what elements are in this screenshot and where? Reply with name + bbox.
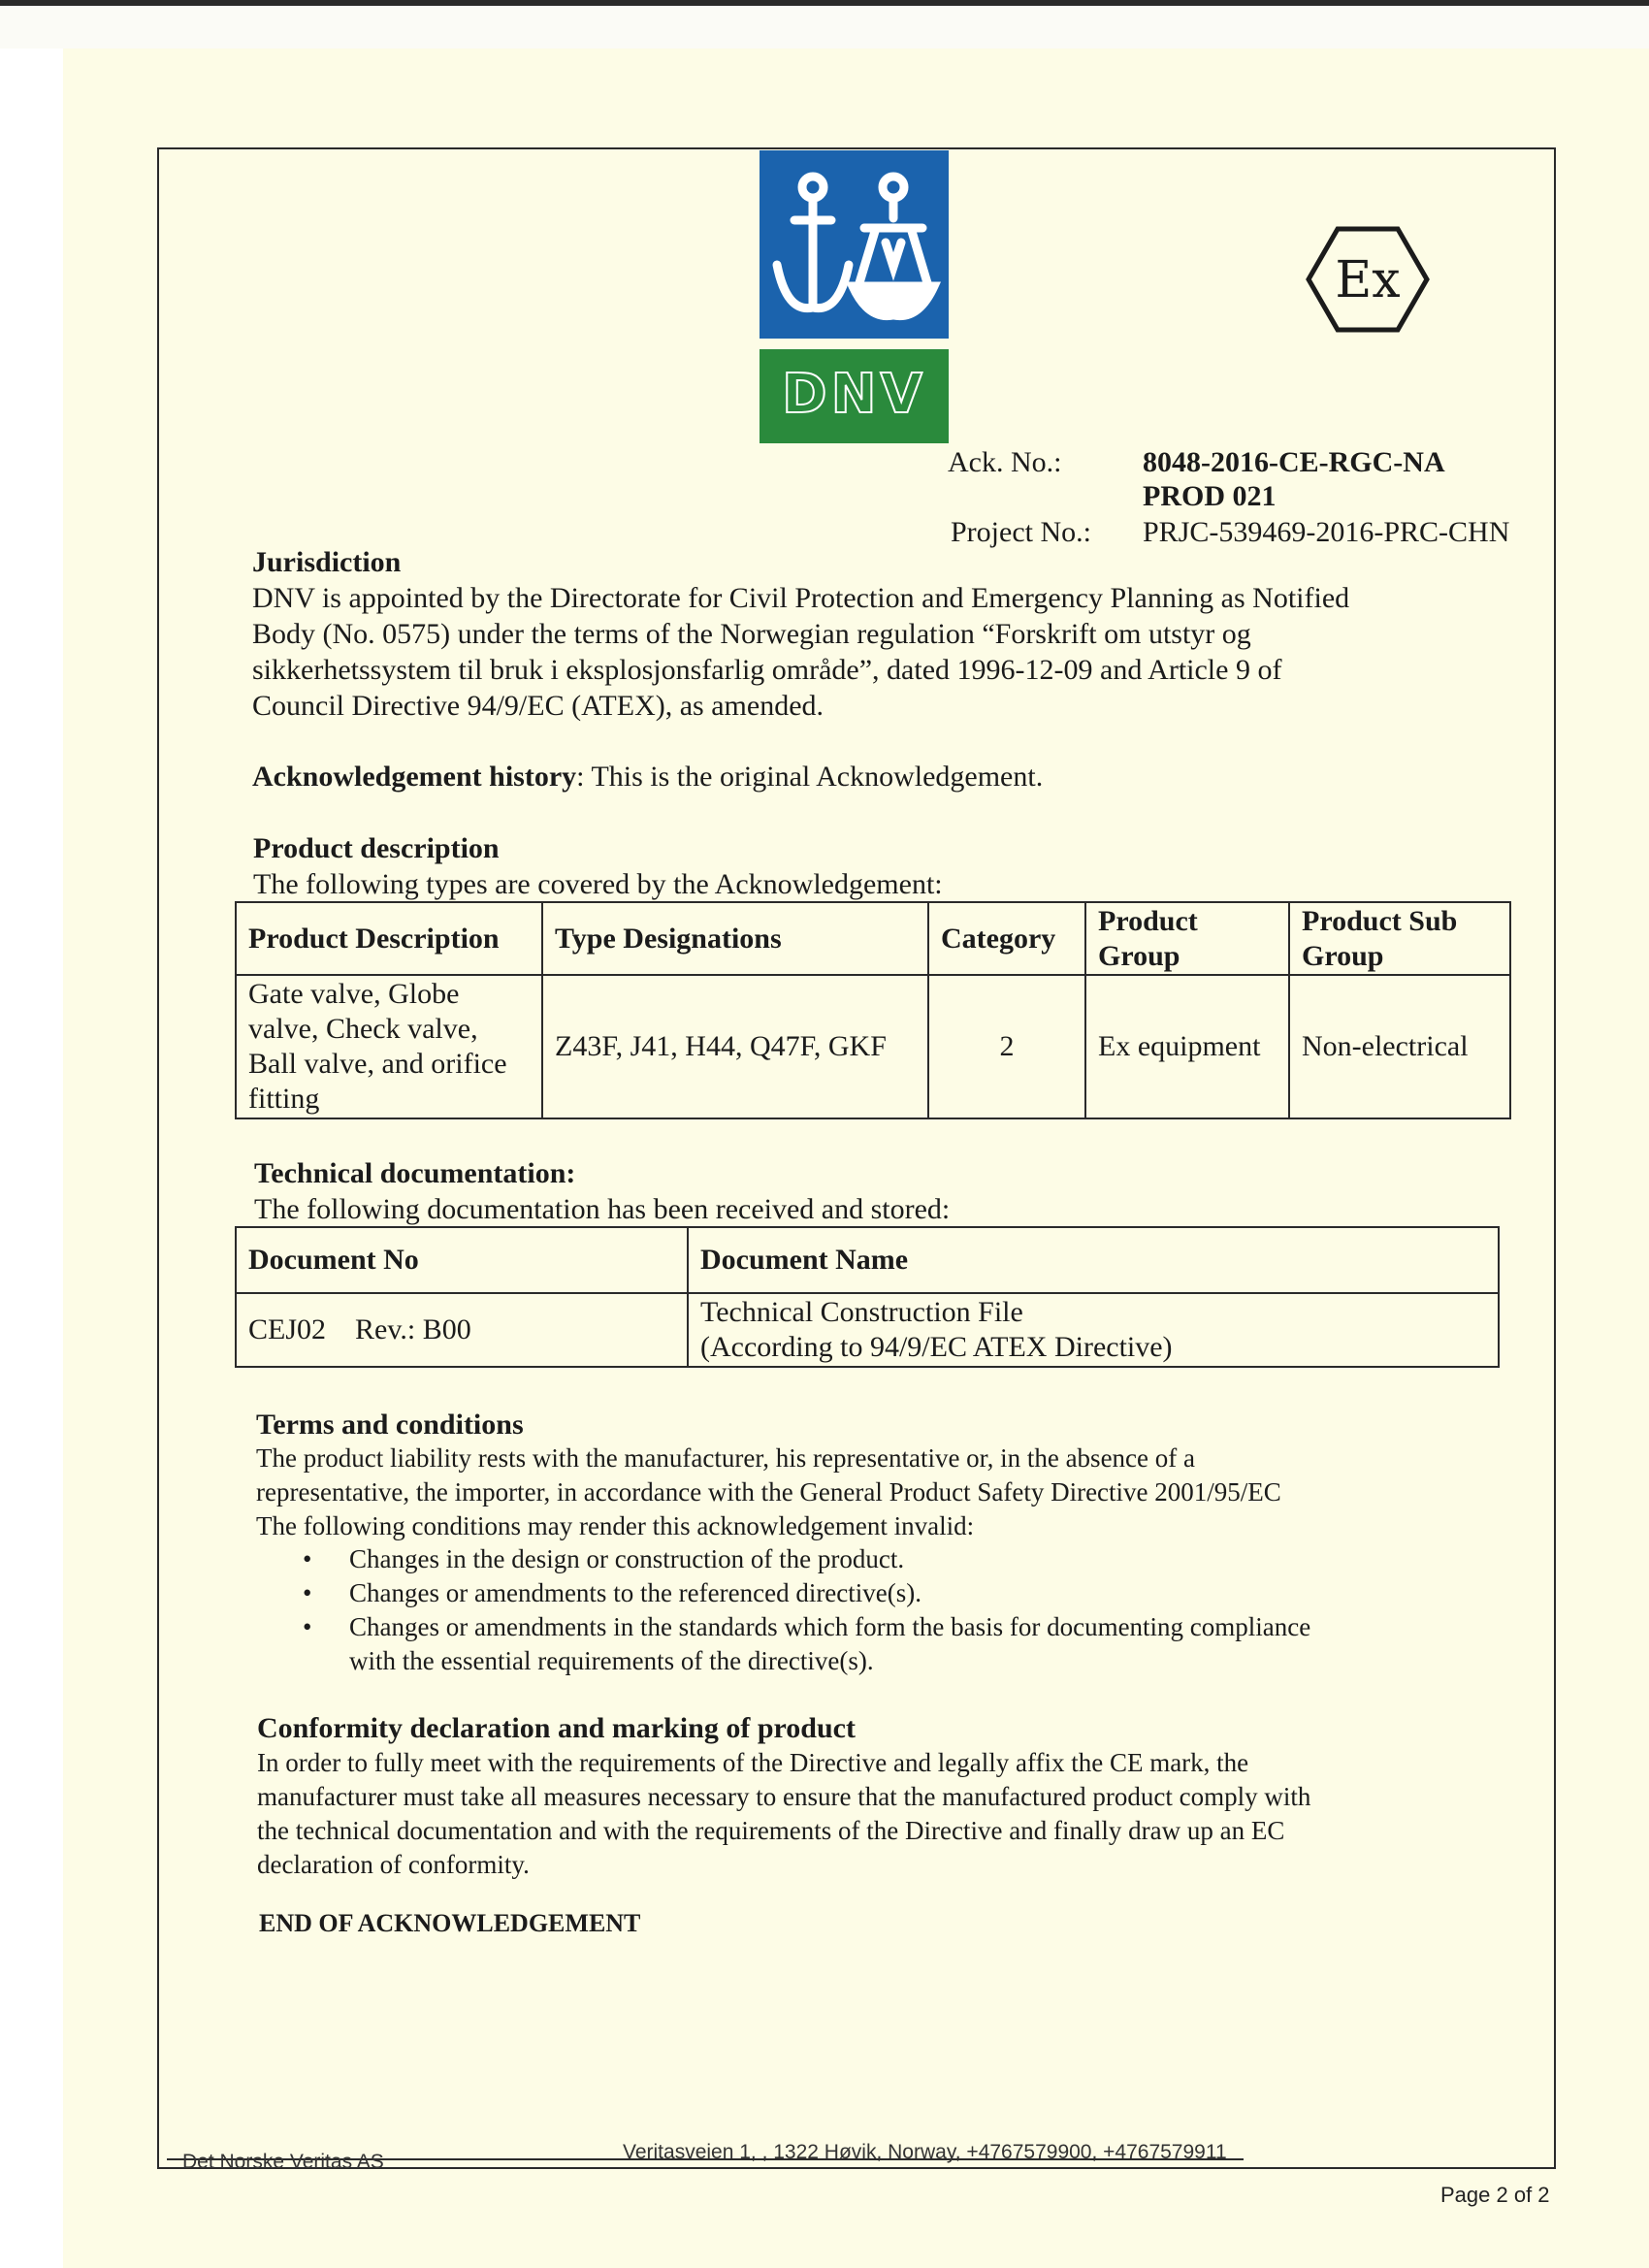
list-item xyxy=(299,1610,1310,1644)
ack-no-label: Ack. No.: xyxy=(948,446,1062,478)
col-product-description: Product Description xyxy=(236,902,542,975)
col-type-designations: Type Designations xyxy=(542,902,928,975)
list-item xyxy=(299,1542,1310,1576)
col-product-group: Product Group xyxy=(1085,902,1289,975)
list-item-continuation xyxy=(299,1644,1310,1678)
dnv-wordmark xyxy=(760,349,949,443)
doc-rev: Rev.: B00 xyxy=(355,1313,471,1345)
ex-atex-mark-icon xyxy=(1305,225,1431,334)
project-no-value: PRJC-539469-2016-PRC-CHN xyxy=(1143,516,1510,548)
list-item xyxy=(299,1576,1310,1610)
ack-no-value: 8048-2016-CE-RGC-NA xyxy=(1143,446,1445,478)
ack-no-value-line2: PROD 021 xyxy=(1143,480,1277,512)
terms-heading: Terms and conditions xyxy=(256,1409,524,1441)
condition-text: with the essential requirements of the directive(s). xyxy=(349,1646,874,1675)
condition-text: Changes in the design or construction of the product. xyxy=(349,1544,905,1573)
jurisdiction-line: Body (No. 0575) under the terms of the Norwegian regulation “Forskrift om utstyr og xyxy=(252,618,1251,650)
anchor-scales-icon xyxy=(760,150,949,339)
product-heading: Product description xyxy=(253,832,500,864)
doc-name-line1: Technical Construction File xyxy=(700,1296,1023,1328)
cell-document-name xyxy=(688,1293,1499,1367)
conformity-heading: Conformity declaration and marking of product xyxy=(257,1712,856,1744)
col-document-no: Document No xyxy=(236,1227,688,1293)
history-label: Acknowledgement history xyxy=(252,761,577,793)
condition-text: Changes or amendments to the referenced directive(s). xyxy=(349,1578,922,1607)
cell-document-no xyxy=(236,1293,688,1367)
end-of-acknowledgement: END OF ACKNOWLEDGEMENT xyxy=(259,1909,641,1937)
col-product-sub-group: Product Sub Group xyxy=(1289,902,1510,975)
scan-top-edge xyxy=(0,0,1649,49)
cell-group: Ex equipment xyxy=(1085,975,1289,1118)
conformity-line: declaration of conformity. xyxy=(257,1850,530,1879)
documentation-table-header xyxy=(236,1227,1499,1293)
terms-line: The following conditions may render this acknowledgement invalid: xyxy=(256,1511,975,1540)
col-document-name: Document Name xyxy=(688,1227,1499,1293)
bullet-icon: • xyxy=(303,1578,312,1607)
cell-subgroup: Non-electrical xyxy=(1289,975,1510,1118)
conditions-list xyxy=(299,1542,1310,1678)
product-intro: The following types are covered by the Acknowledgement: xyxy=(253,868,943,900)
project-no-label: Project No.: xyxy=(951,516,1091,548)
cell-description: Gate valve, Globe valve, Check valve, Ball valve, and orifice fitting xyxy=(236,975,542,1118)
ex-mark-text: Ex xyxy=(1335,251,1401,309)
documentation-table xyxy=(235,1226,1500,1368)
table-row xyxy=(236,1293,1499,1367)
doc-name-line2: (According to 94/9/EC ATEX Directive) xyxy=(700,1331,1173,1363)
footer-address: Veritasveien 1, , 1322 Høvik, Norway, +4767579900, +4767579911 xyxy=(623,2141,1227,2163)
jurisdiction-heading: Jurisdiction xyxy=(252,546,402,578)
techdoc-intro: The following documentation has been received and stored: xyxy=(254,1193,951,1225)
page-number: Page 2 of 2 xyxy=(1440,2183,1550,2207)
conformity-line: In order to fully meet with the requirements of the Directive and legally affix the CE mark, the xyxy=(257,1748,1249,1777)
conformity-line: manufacturer must take all measures necessary to ensure that the manufactured product comply with xyxy=(257,1782,1311,1811)
techdoc-heading: Technical documentation: xyxy=(254,1157,576,1189)
col-category: Category xyxy=(928,902,1085,975)
acknowledgement-history xyxy=(252,759,1043,794)
jurisdiction-line: DNV is appointed by the Directorate for Civil Protection and Emergency Planning as Notified xyxy=(252,582,1350,614)
jurisdiction-line: Council Directive 94/9/EC (ATEX), as amended. xyxy=(252,690,824,722)
bullet-icon: • xyxy=(303,1544,312,1573)
jurisdiction-line: sikkerhetssystem til bruk i eksplosjonsfarlig område”, dated 1996-12-09 and Article 9 of xyxy=(252,654,1282,686)
terms-line: representative, the importer, in accordance with the General Product Safety Directive 2001/95/EC xyxy=(256,1477,1281,1507)
product-table-header xyxy=(236,902,1510,975)
history-text: : This is the original Acknowledgement. xyxy=(576,761,1044,793)
condition-text: Changes or amendments in the standards which form the basis for documenting compliance xyxy=(349,1612,1311,1641)
terms-line: The product liability rests with the manufacturer, his representative or, in the absence of a xyxy=(256,1443,1195,1473)
conformity-line: the technical documentation and with the requirements of the Directive and finally draw up an EC xyxy=(257,1816,1285,1845)
cell-category: 2 xyxy=(928,975,1085,1118)
dnv-logo-text: DNV xyxy=(782,363,926,426)
footer-company: Det Norske Veritas AS xyxy=(182,2151,384,2173)
table-row xyxy=(236,975,1510,1118)
dnv-anchor-logo xyxy=(760,150,949,339)
cell-types: Z43F, J41, H44, Q47F, GKF xyxy=(542,975,928,1118)
doc-no: CEJ02 xyxy=(248,1313,327,1345)
bullet-icon: • xyxy=(303,1612,312,1641)
product-table xyxy=(235,901,1511,1119)
